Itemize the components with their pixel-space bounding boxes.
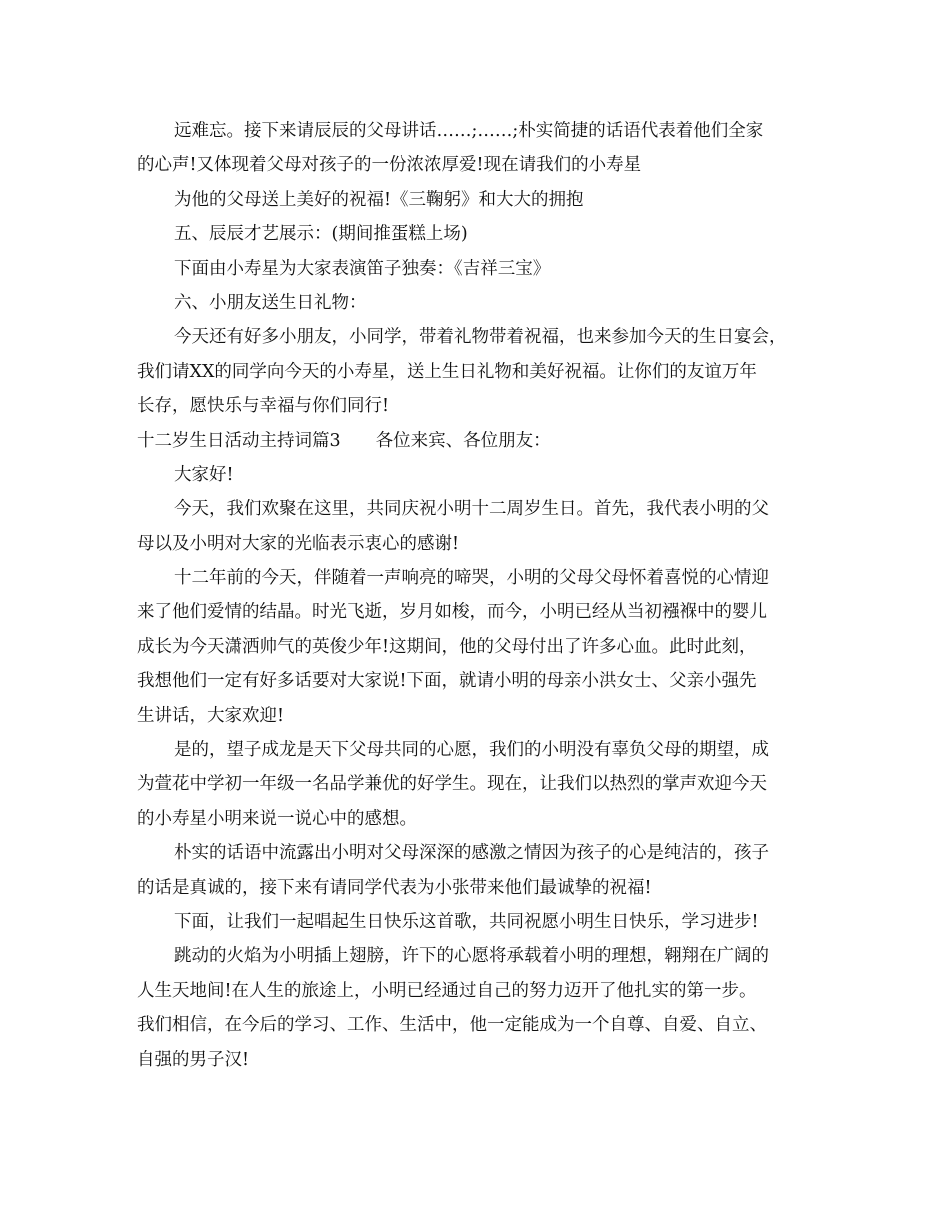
text-line: 今天，我们欢聚在这里，共同庆祝小明十二周岁生日。首先，我代表小明的父 xyxy=(174,499,769,520)
text-line: 来了他们爱情的结晶。时光飞逝，岁月如梭，而今，小明已经从当初襁褓中的婴儿 xyxy=(137,602,767,623)
text-line: 五、辰辰才艺展示：(期间推蛋糕上场) xyxy=(174,224,468,245)
text-line: 十二年前的今天，伴随着一声响亮的啼哭，小明的父母父母怀着喜悦的心情迎 xyxy=(174,568,769,589)
text-line: 自强的男子汉! xyxy=(137,1049,250,1070)
text-line: 六、小朋友送生日礼物： xyxy=(174,292,367,313)
text-line: 为萱花中学初一年级一名品学兼优的好学生。现在，让我们以热烈的掌声欢迎今天 xyxy=(137,774,767,795)
text-line: 下面，让我们一起唱起生日快乐这首歌，共同祝愿小明生日快乐，学习进步! xyxy=(174,911,759,932)
text-line: 为他的父母送上美好的祝福!《三鞠躬》和大大的拥抱 xyxy=(174,189,584,210)
text-line: 的心声!又体现着父母对孩子的一份浓浓厚爱!现在请我们的小寿星 xyxy=(137,155,642,176)
text-line: 我们请XX的同学向今天的小寿星，送上生日礼物和美好祝福。让你们的友谊万年 xyxy=(137,361,757,382)
text-line: 我们相信，在今后的学习、工作、生活中，他一定能成为一个自尊、自爱、自立、 xyxy=(137,1015,767,1036)
text-line: 的话是真诚的，接下来有请同学代表为小张带来他们最诚挚的祝福! xyxy=(137,877,652,898)
text-line: 朴实的话语中流露出小明对父母深深的感激之情因为孩子的心是纯洁的，孩子 xyxy=(174,843,769,864)
text-line: 十二岁生日活动主持词篇3 各位来宾、各位朋友： xyxy=(137,430,551,451)
text-line: 大家好! xyxy=(174,464,234,485)
document-body xyxy=(137,114,837,1077)
text-line: 是的，望子成龙是天下父母共同的心愿，我们的小明没有辜负父母的期望，成 xyxy=(174,740,769,761)
text-line: 长存，愿快乐与幸福与你们同行! xyxy=(137,396,390,417)
text-line: 生讲话，大家欢迎! xyxy=(137,705,285,726)
text-line: 的小寿星小明来说一说心中的感想。 xyxy=(137,808,417,829)
text-line: 人生天地间!在人生的旅途上，小明已经通过自己的努力迈开了他扎实的第一步。 xyxy=(137,980,757,1001)
text-line: 我想他们一定有好多话要对大家说!下面，就请小明的母亲小洪女士、父亲小强先 xyxy=(137,671,757,692)
text-line: 今天还有好多小朋友，小同学，带着礼物带着祝福，也来参加今天的生日宴会， xyxy=(174,327,787,348)
text-line: 成长为今天潇洒帅气的英俊少年!这期间，他的父母付出了许多心血。此时此刻， xyxy=(137,636,757,657)
text-line: 远难忘。接下来请辰辰的父母讲话……;……;朴实简捷的话语代表着他们全家 xyxy=(174,121,764,141)
text-line: 跳动的火焰为小明插上翅膀，许下的心愿将承载着小明的理想，翱翔在广阔的 xyxy=(174,946,769,967)
text-line: 母以及小明对大家的光临表示衷心的感谢! xyxy=(137,533,460,554)
text-line: 下面由小寿星为大家表演笛子独奏：《吉祥三宝》 xyxy=(174,258,551,279)
